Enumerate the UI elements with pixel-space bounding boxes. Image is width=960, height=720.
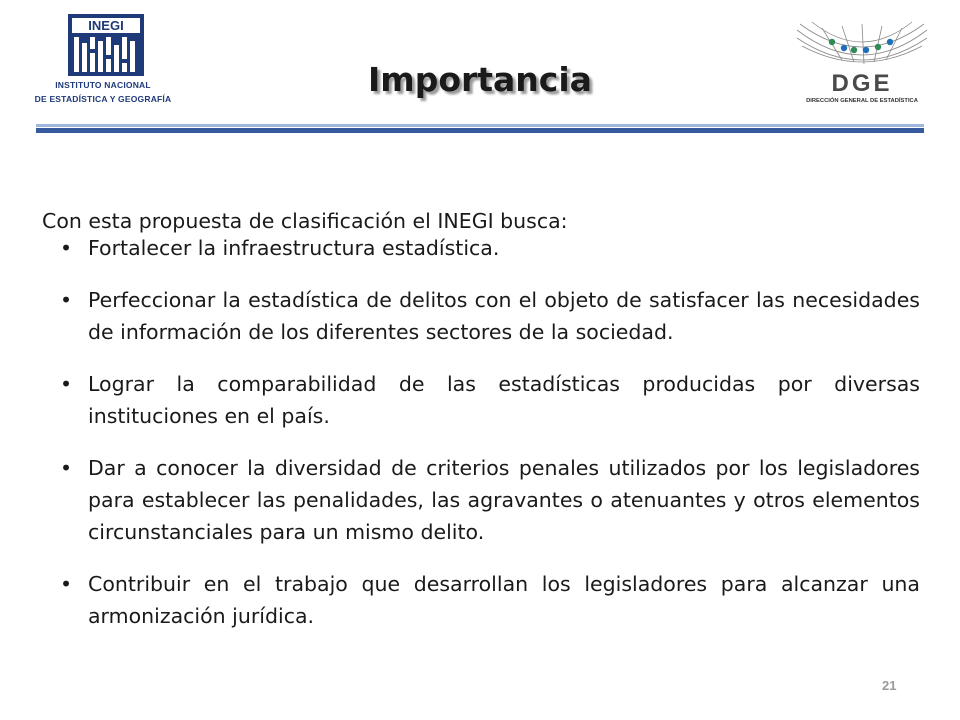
list-item-text: Lograr la comparabilidad de las estadísticas producidas por diversas instituciones en el país.: [88, 372, 920, 428]
bullet-icon: •: [60, 456, 73, 480]
importance-list: [60, 232, 920, 652]
slide-title: Importancia: [368, 60, 592, 99]
list-item-text: Dar a conocer la diversidad de criterios penales utilizados por los legisladores para establecer las penalidades, las agravantes o atenuantes y otros elementos circunstanciales para un mismo delito.: [88, 456, 920, 544]
list-item: [60, 452, 920, 548]
dge-logo-subtitle: DIRECCIÓN GENERAL DE ESTADÍSTICA: [806, 98, 918, 104]
page-number: 21: [882, 678, 897, 693]
header-rule-light: [36, 124, 924, 127]
inegi-logo-mark: [68, 14, 144, 76]
inegi-logo: [28, 14, 178, 110]
inegi-caption-line2: DE ESTADÍSTICA Y GEOGRAFÍA: [34, 94, 172, 104]
intro-text: Con esta propuesta de clasificación el INEGI busca:: [42, 208, 568, 233]
list-item: [60, 368, 920, 432]
bullet-icon: •: [60, 236, 73, 260]
list-item: [60, 232, 920, 264]
list-item-text: Perfeccionar la estadística de delitos con el objeto de satisfacer las necesidades de información de los diferentes sectores de la sociedad.: [88, 288, 920, 344]
list-item: [60, 284, 920, 348]
list-item-text: Contribuir en el trabajo que desarrollan los legisladores para alcanzar una armonización jurídica.: [88, 572, 920, 628]
inegi-caption-line1: INSTITUTO NACIONAL: [55, 80, 151, 90]
bullet-icon: •: [60, 572, 73, 596]
list-item: [60, 568, 920, 632]
dge-logo: [792, 20, 932, 106]
bullet-icon: •: [60, 288, 73, 312]
list-item-text: Fortalecer la infraestructura estadística.: [88, 236, 500, 260]
slide-header: [0, 0, 960, 140]
bullet-icon: •: [60, 372, 73, 396]
inegi-logo-text: INEGI: [88, 18, 124, 33]
dge-logo-text: DGE: [831, 70, 893, 97]
header-rule-dark: [36, 128, 924, 133]
